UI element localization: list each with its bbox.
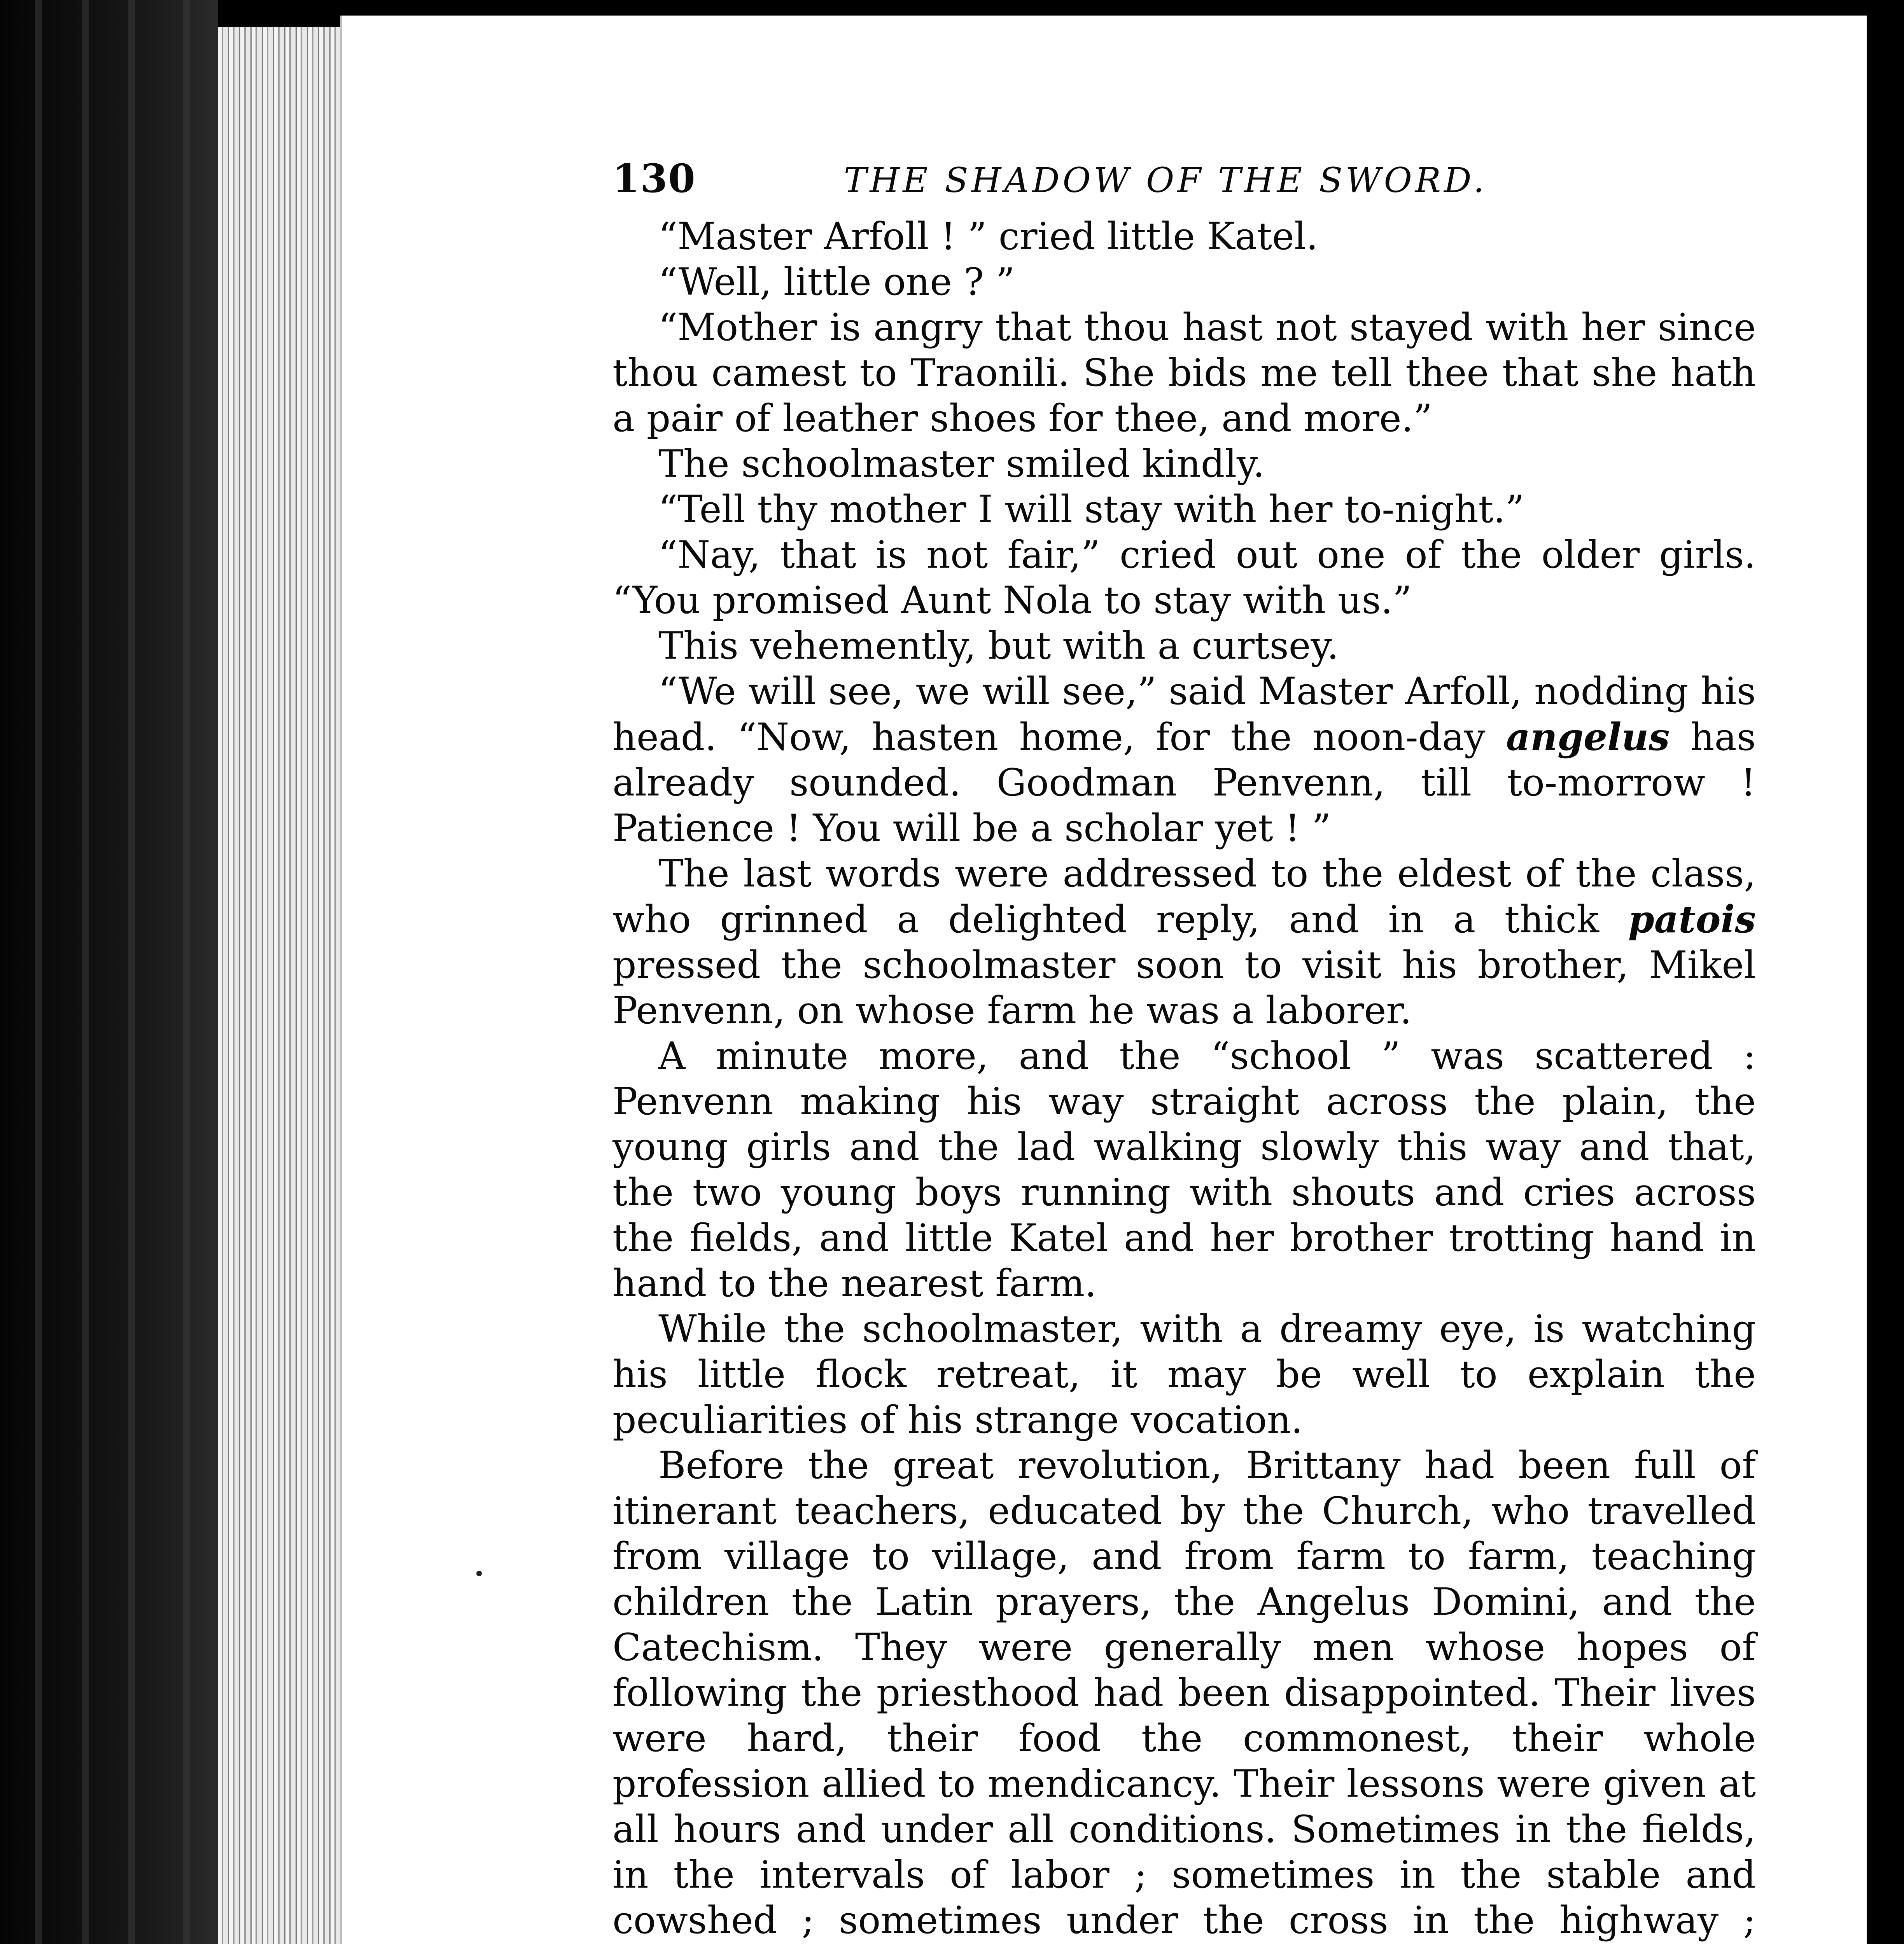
paragraph: “Well, little one ? ” (658, 260, 1015, 304)
book-binding (0, 0, 218, 1944)
paragraph-patois (612, 851, 1756, 1033)
binding-streak (35, 0, 42, 1944)
paragraph-final (612, 1443, 1756, 1944)
paragraph: While the schoolmaster, with a dreamy eye, is watching his little flock retreat, it may be well to explain the peculiarities of his strange vocation. (612, 1307, 1756, 1442)
italic-word: angelus (1506, 715, 1670, 759)
paragraph: The schoolmaster smiled kindly. (658, 442, 1265, 486)
paragraph: “Tell thy mother I will stay with her to-night.” (658, 488, 1524, 531)
running-title: THE SHADOW OF THE SWORD. (844, 160, 1488, 200)
paragraph: “Mother is angry that thou hast not stayed with her since thou camest to Traonili. She bids me tell thee that she hath a pair of leather shoes for thee, and more.” (612, 306, 1756, 440)
paragraph-text: “We will see, we will see,” said Master Arfoll, nodding his head. “Now, hasten home, for the noon-day (612, 670, 1756, 759)
text-block (612, 156, 1756, 1944)
binding-streak (128, 0, 135, 1944)
italic-word: patois (1628, 897, 1756, 941)
paragraph-text: has already sounded. Goodman Penvenn, till to-morrow ! Patience ! You will be a scholar yet ! ” (612, 715, 1756, 850)
paragraph: This vehemently, but with a curtsey. (658, 624, 1339, 668)
paragraph-text: The last words were addressed to the eldest of the class, who grinned a delighted reply, and in a thick (612, 852, 1756, 941)
paragraph-text: pressed the schoolmaster soon to visit his brother, Mikel Penvenn, on whose farm he was a laborer. (612, 943, 1756, 1032)
paragraph: A minute more, and the “school ” was scattered : Penvenn making his way straight across the plain, the young girls and the lad walking slowly this way and that, the two young boys running with shouts and cries across the fields, and little Katel and her brother trotting hand in hand to the nearest farm. (612, 1034, 1756, 1305)
dust-speck (476, 1571, 482, 1576)
binding-streak (183, 0, 190, 1944)
paragraph: “Master Arfoll ! ” cried little Katel. (658, 215, 1318, 258)
paragraph-angelus (612, 669, 1756, 851)
paragraph-text: Before the great revolution, Brittany had been full of itinerant teachers, educated by the Church, who travelled from village to village, and from farm to farm, teaching children the Latin prayers, the Angelus Domini, and the Catechism. They were generally men whose hopes of following the priesthood had been disappointed. Their lives were hard, their food the commonest, their whole profession allied to mendicancy. Their lessons were given at all hours and under all conditions. Sometimes in the fields, in the intervals of labor ; sometimes in the stable and cowshed ; sometimes under the cross in the highway ; (612, 1444, 1756, 1942)
binding-streak (82, 0, 89, 1944)
running-head (612, 156, 1756, 210)
page-edges (218, 27, 350, 1944)
paragraph: “Nay, that is not fair,” cried out one of the older girls. “You promised Aunt Nola to stay with us.” (612, 533, 1756, 622)
page-number: 130 (612, 156, 696, 201)
